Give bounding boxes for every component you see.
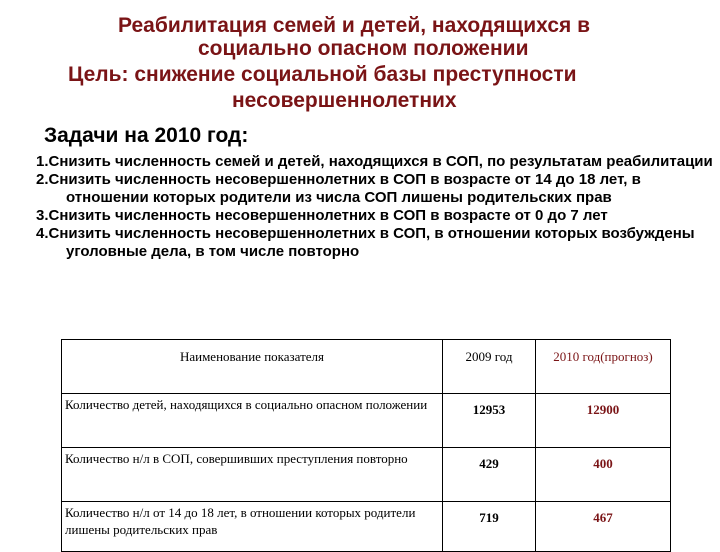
row-value-2009: 429 bbox=[443, 448, 536, 502]
table-row bbox=[62, 394, 671, 448]
title-line-1: Реабилитация семей и детей, находящихся в bbox=[118, 14, 591, 37]
task-item: 2.Снизить численность несовершеннолетних в СОП в возрасте от 14 до 18 лет, в отношении которых родители из числа СОП лишены родительских прав bbox=[36, 171, 641, 206]
table-row bbox=[62, 502, 671, 552]
row-value-2010: 400 bbox=[536, 448, 671, 502]
tasks-heading: Задачи на 2010 год: bbox=[44, 124, 249, 147]
row-name: Количество детей, находящихся в социально опасном положении bbox=[62, 394, 443, 448]
row-value-2009: 12953 bbox=[443, 394, 536, 448]
row-name: Количество н/л от 14 до 18 лет, в отношении которых родители лишены родительских прав bbox=[62, 502, 443, 552]
table-row bbox=[62, 448, 671, 502]
task-item: 3.Снизить численность несовершеннолетних в СОП в возрасте от 0 до 7 лет bbox=[36, 207, 608, 224]
indicators-table bbox=[61, 339, 671, 552]
tasks-list bbox=[36, 153, 716, 261]
header-2009: 2009 год bbox=[443, 340, 536, 394]
row-value-2010: 12900 bbox=[536, 394, 671, 448]
goal-line: Цель: снижение социальной базы преступности bbox=[68, 63, 577, 86]
row-value-2009: 719 bbox=[443, 502, 536, 552]
header-indicator-name: Наименование показателя bbox=[62, 340, 443, 394]
goal-line-2: несовершеннолетних bbox=[232, 89, 457, 112]
row-value-2010: 467 bbox=[536, 502, 671, 552]
table-header-row bbox=[62, 340, 671, 394]
title-line-2: социально опасном положении bbox=[198, 37, 529, 60]
task-item: 4.Снизить численность несовершеннолетних в СОП, в отношении которых возбуждены уголовные дела, в том числе повторно bbox=[36, 225, 695, 260]
row-name: Количество н/л в СОП, совершивших преступления повторно bbox=[62, 448, 443, 502]
task-item: 1.Снизить численность семей и детей, находящихся в СОП, по результатам реабилитации bbox=[36, 153, 713, 170]
header-2010-forecast: 2010 год(прогноз) bbox=[536, 340, 671, 394]
